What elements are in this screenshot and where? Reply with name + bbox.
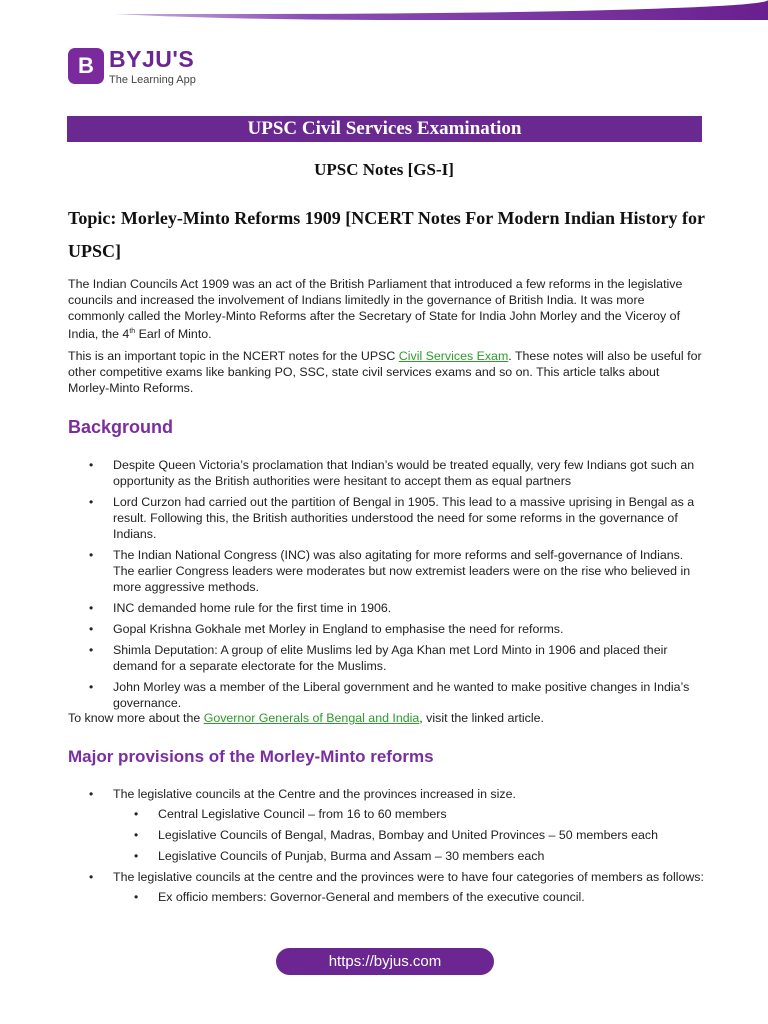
list-item: • Legislative Councils of Punjab, Burma and Assam – 30 members each [134,849,545,863]
bullet-marker: • [89,870,94,884]
topic-heading: Topic: Morley-Minto Reforms 1909 [NCERT Notes For Modern Indian History for UPSC] [68,208,705,261]
bullet-marker: • [89,601,94,615]
sub-list [113,806,704,864]
governor-generals-link[interactable]: Governor Generals of Bengal and India [203,711,420,725]
list-item: • Despite Queen Victoria’s proclamation that Indian’s would be treated equally, very few Indians got such an opportunity as the British authorities were hesitant to accept them as equal partners [89,458,695,488]
list-item: • The legislative councils at the centre and the provinces were to have four categories of members as follows: • Ex officio members: Governor-General and members of the executive council. [89,870,704,904]
bullet-marker: • [134,890,139,904]
list-item: • John Morley was a member of the Liberal government and he wanted to make positive changes in India’s governance. [89,680,690,710]
bullet-marker: • [89,495,94,509]
top-decorative-band [0,0,768,20]
provisions-list [68,786,704,910]
bullet-marker: • [134,828,139,842]
logo-tagline: The Learning App [109,74,196,86]
list-item: • INC demanded home rule for the first time in 1906. [89,601,392,615]
list-item: • Gopal Krishna Gokhale met Morley in England to emphasise the need for reforms. [89,622,564,636]
logo-mark: B [68,48,104,84]
bullet-marker: • [89,458,94,472]
footer-url-link[interactable]: https://byjus.com [276,948,494,975]
bullet-marker: • [89,622,94,636]
intro-paragraph-1: The Indian Councils Act 1909 was an act of the British Parliament that introduced a few reforms in the legislative councils and increased the involvement of Indians limitedly in the governance of British India. It was more commonly called the Morley-Minto Reforms after the Secretary of State for India John Morley and the Viceroy of India, the 4th Earl of Minto. [68,277,683,342]
subtitle: UPSC Notes [GS-I] [314,160,454,179]
bullet-marker: • [89,643,94,657]
bullet-marker: • [134,807,139,821]
list-item: • The Indian National Congress (INC) was also agitating for more reforms and self-governance of Indians. The earlier Congress leaders were moderates but now extremist leaders were on the rise who believed in more aggressive methods. [89,548,691,594]
list-item: • Legislative Councils of Bengal, Madras, Bombay and United Provinces – 50 members each [134,828,659,842]
background-list [68,457,704,716]
title-banner: UPSC Civil Services Examination [67,116,702,142]
bullet-marker: • [89,548,94,562]
sub-list [113,889,704,905]
byjus-logo[interactable] [68,45,196,87]
list-item: • Shimla Deputation: A group of elite Muslims led by Aga Khan met Lord Minto in 1906 and placed their demand for a separate electorate for the Muslims. [89,643,668,673]
intro-paragraph-2: This is an important topic in the NCERT notes for the UPSC Civil Services Exam. These notes will also be useful for other competitive exams like banking PO, SSC, state civil services exams and so on. This article talks about Morley-Minto Reforms. [68,349,702,395]
list-item: • The legislative councils at the Centre and the provinces increased in size. • Central Legislative Council – from 16 to 60 members • Legislative Councils of Bengal, Madras, Bombay and United Provinces – 50 members each • Legislative Councils of Punjab, Burma and Assam – 30 members each [68,786,704,864]
background-heading: Background [68,417,174,437]
bullet-marker: • [89,680,94,694]
governor-generals-paragraph: To know more about the Governor Generals of Bengal and India, visit the linked article. [68,711,544,725]
list-item: • Central Legislative Council – from 16 to 60 members [134,807,447,821]
provisions-heading: Major provisions of the Morley-Minto reforms [68,747,434,766]
bullet-marker: • [134,849,139,863]
bullet-marker: • [89,787,94,801]
list-item: • Ex officio members: Governor-General and members of the executive council. [134,890,585,904]
logo-name: BYJU'S [109,46,195,72]
civil-services-exam-link[interactable]: Civil Services Exam [398,349,509,363]
list-item: • Lord Curzon had carried out the partition of Bengal in 1905. This lead to a massive uprising in Bengal as a result. Following this, the British authorities understood the need for some reforms in the governance of Indians. [89,495,695,541]
